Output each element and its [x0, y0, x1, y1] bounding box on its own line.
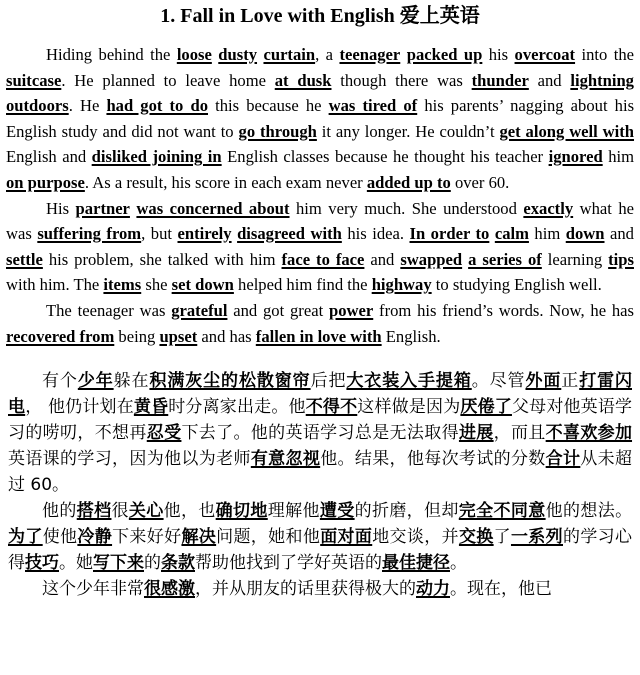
text-run: 从未超过 60。: [8, 449, 633, 496]
text-run: what he was: [6, 198, 635, 244]
text-run: 他，也: [163, 501, 216, 522]
vocab-term: grateful: [171, 300, 228, 320]
text-run: , but: [141, 224, 178, 244]
vocab-term: 关心: [128, 501, 164, 522]
vocab-term: 忍受: [146, 423, 182, 444]
vocab-term: 写下来: [93, 553, 144, 574]
vocab-term: set down: [171, 275, 234, 295]
vocab-term: 完全不同意: [458, 501, 546, 522]
text-run: 时分离家出走。他: [168, 397, 306, 418]
text-run: English and: [6, 147, 92, 167]
vocab-term: swapped: [400, 249, 463, 269]
vocab-term: disliked joining in: [91, 147, 222, 167]
text-run: with him. The: [6, 275, 104, 295]
vocab-term: 冷静: [77, 527, 113, 548]
text-run: 了: [493, 527, 511, 548]
text-run: learning: [541, 249, 609, 269]
vocab-term: 不得不: [305, 397, 358, 418]
text-run: 很: [111, 501, 129, 522]
text-run: 这个少年非常: [42, 579, 144, 600]
vocab-term: 外面: [525, 371, 562, 392]
text-run: she: [141, 275, 172, 295]
text-run: 理解他: [267, 501, 320, 522]
vocab-term: 黄昏: [133, 397, 169, 418]
text-run: 的折磨，但却: [354, 501, 459, 522]
vocab-term: entirely: [177, 224, 232, 244]
text-run: 帮助他找到了学好英语的: [195, 553, 382, 574]
vocab-term: 确切地: [215, 501, 268, 522]
document-title: 1. Fall in Love with English 爱上英语: [160, 5, 480, 27]
text-run: 。尽管: [471, 371, 526, 392]
text-run: 他的想法。: [545, 501, 633, 522]
vocab-term: highway: [371, 275, 432, 295]
text-run: him: [602, 147, 635, 167]
text-run: 父母对他英语学习的唠叨，不想再: [8, 397, 633, 444]
vocab-term: loose: [176, 45, 212, 64]
english-paragraph-1: [6, 42, 634, 196]
text-run: 下来好好: [112, 527, 182, 548]
text-run: into the: [575, 45, 635, 64]
chinese-paragraph-2: [8, 498, 632, 576]
vocab-term: 积满灰尘的松散窗帘: [149, 371, 311, 392]
text-run: this because he: [208, 96, 329, 116]
vocab-term: outdoors: [6, 96, 69, 116]
vocab-term: lightning: [570, 70, 634, 90]
vocab-term: recovered from: [6, 326, 115, 346]
vocab-term: added up to: [366, 172, 451, 192]
vocab-term: curtain: [263, 45, 316, 64]
text-run: helped him find the: [233, 275, 372, 295]
text-run: 躲在: [113, 371, 150, 392]
vocab-term: a series of: [468, 249, 542, 269]
vocab-term: 最佳捷径: [382, 553, 450, 574]
vocab-term: 很感激: [144, 579, 195, 600]
vocab-term: get along well with: [499, 121, 635, 141]
vocab-term: 动力: [416, 579, 450, 600]
vocab-term: teenager: [339, 45, 401, 64]
vocab-term: 有意忽视: [250, 449, 321, 470]
text-run: 下去了。他的英语学习总是无法取得: [181, 423, 459, 444]
vocab-term: disagreed with: [237, 224, 342, 244]
vocab-term: 少年: [77, 371, 114, 392]
chinese-translation: [0, 368, 640, 602]
text-run: his parents’ nagging about his English study and did not want to: [6, 96, 635, 141]
text-run: him very much. She understood: [289, 198, 524, 218]
vocab-term: 大衣装入手提箱: [346, 371, 472, 392]
vocab-term: suitcase: [6, 70, 62, 90]
vocab-term: dusty: [218, 45, 258, 64]
text-run: to studying English well.: [431, 275, 602, 295]
text-run: though there was: [331, 70, 472, 90]
text-run: . He planned to leave home: [61, 70, 275, 90]
text-run: it any longer. He couldn’t: [316, 121, 500, 141]
text-run: 。现在，他已: [450, 579, 552, 600]
vocab-term: power: [328, 300, 374, 320]
vocab-term: 厌倦了: [460, 397, 512, 418]
vocab-term: 不喜欢参加: [545, 423, 633, 444]
text-run: 后把: [310, 371, 347, 392]
vocab-term: 遭受: [319, 501, 355, 522]
text-run: 地交谈，并: [372, 527, 459, 548]
text-run: and: [604, 224, 634, 244]
chinese-paragraph-1: [8, 368, 632, 498]
text-run: and: [528, 70, 571, 90]
vocab-term: packed up: [406, 45, 483, 64]
text-run: being: [114, 326, 160, 346]
vocab-term: 交换: [458, 527, 494, 548]
text-run: 问题，她和他: [216, 527, 321, 548]
vocab-term: had got to do: [106, 96, 208, 116]
vocab-term: 技巧: [25, 553, 59, 574]
english-paragraph-2: [6, 196, 634, 298]
vocab-term: partner: [75, 198, 130, 218]
text-run: 正: [561, 371, 580, 392]
text-run: his: [482, 45, 515, 64]
vocab-term: upset: [159, 326, 198, 346]
text-run: 使他: [42, 527, 78, 548]
text-run: His: [46, 198, 76, 218]
text-run: 的学习心得: [8, 527, 633, 574]
text-run: , a: [315, 45, 340, 64]
text-run: 英语课的学习，因为他以为老师: [8, 449, 251, 470]
vocab-term: suffering from: [37, 224, 142, 244]
english-paragraph-3: [6, 298, 634, 349]
text-run: 他的: [42, 501, 77, 522]
text-run: and: [364, 249, 401, 269]
text-run: Hiding behind the: [46, 45, 177, 64]
text-run: . He: [68, 96, 107, 116]
text-run: 。她: [59, 553, 93, 574]
text-run: his problem, she talked with him: [42, 249, 282, 269]
vocab-term: at dusk: [274, 70, 332, 90]
text-run: ，并从朋友的话里获得极大的: [195, 579, 416, 600]
text-run: The teenager was: [46, 300, 172, 320]
text-run: English classes because he thought his teacher: [221, 147, 549, 167]
vocab-term: 一系列: [510, 527, 563, 548]
vocab-term: 进展: [458, 423, 494, 444]
text-run: him: [528, 224, 566, 244]
english-passage: [0, 42, 640, 349]
vocab-term: 打雷闪电: [8, 371, 632, 418]
vocab-term: overcoat: [514, 45, 576, 64]
text-run: ，而且: [493, 423, 546, 444]
vocab-term: on purpose: [6, 172, 85, 192]
vocab-term: thunder: [471, 70, 529, 90]
vocab-term: 解决: [181, 527, 217, 548]
vocab-term: 合计: [545, 449, 581, 470]
vocab-term: exactly: [523, 198, 574, 218]
vocab-term: settle: [6, 249, 43, 269]
text-run: . As a result, his score in each exam never: [84, 172, 367, 192]
text-run: 他。结果，他每次考试的分数: [320, 449, 546, 470]
text-run: 有个: [42, 371, 78, 392]
vocab-term: tips: [608, 249, 634, 269]
vocab-term: go through: [238, 121, 317, 141]
text-run: ， 他仍计划在: [25, 397, 134, 418]
text-run: 。: [450, 553, 467, 574]
text-run: and got great: [227, 300, 329, 320]
vocab-term: 条款: [161, 553, 195, 574]
vocab-term: face to face: [281, 249, 365, 269]
text-run: from his friend’s words. Now, he has: [373, 300, 634, 320]
vocab-term: fallen in love with: [255, 326, 382, 346]
text-run: 的: [144, 553, 161, 574]
vocab-term: items: [103, 275, 142, 295]
vocab-term: was concerned about: [136, 198, 290, 218]
chinese-paragraph-3: [8, 576, 632, 602]
vocab-term: ignored: [548, 147, 603, 167]
vocab-term: 为了: [8, 527, 43, 548]
text-run: and has: [197, 326, 256, 346]
text-run: English.: [381, 326, 441, 346]
vocab-term: 搭档: [76, 501, 112, 522]
vocab-term: was tired of: [328, 96, 418, 116]
vocab-term: down: [565, 224, 605, 244]
text-run: 这样做是因为: [357, 397, 461, 418]
text-run: his idea.: [341, 224, 410, 244]
text-run: over 60.: [450, 172, 510, 192]
vocab-term: 面对面: [320, 527, 373, 548]
vocab-term: In order to: [409, 224, 490, 244]
vocab-term: calm: [494, 224, 529, 244]
